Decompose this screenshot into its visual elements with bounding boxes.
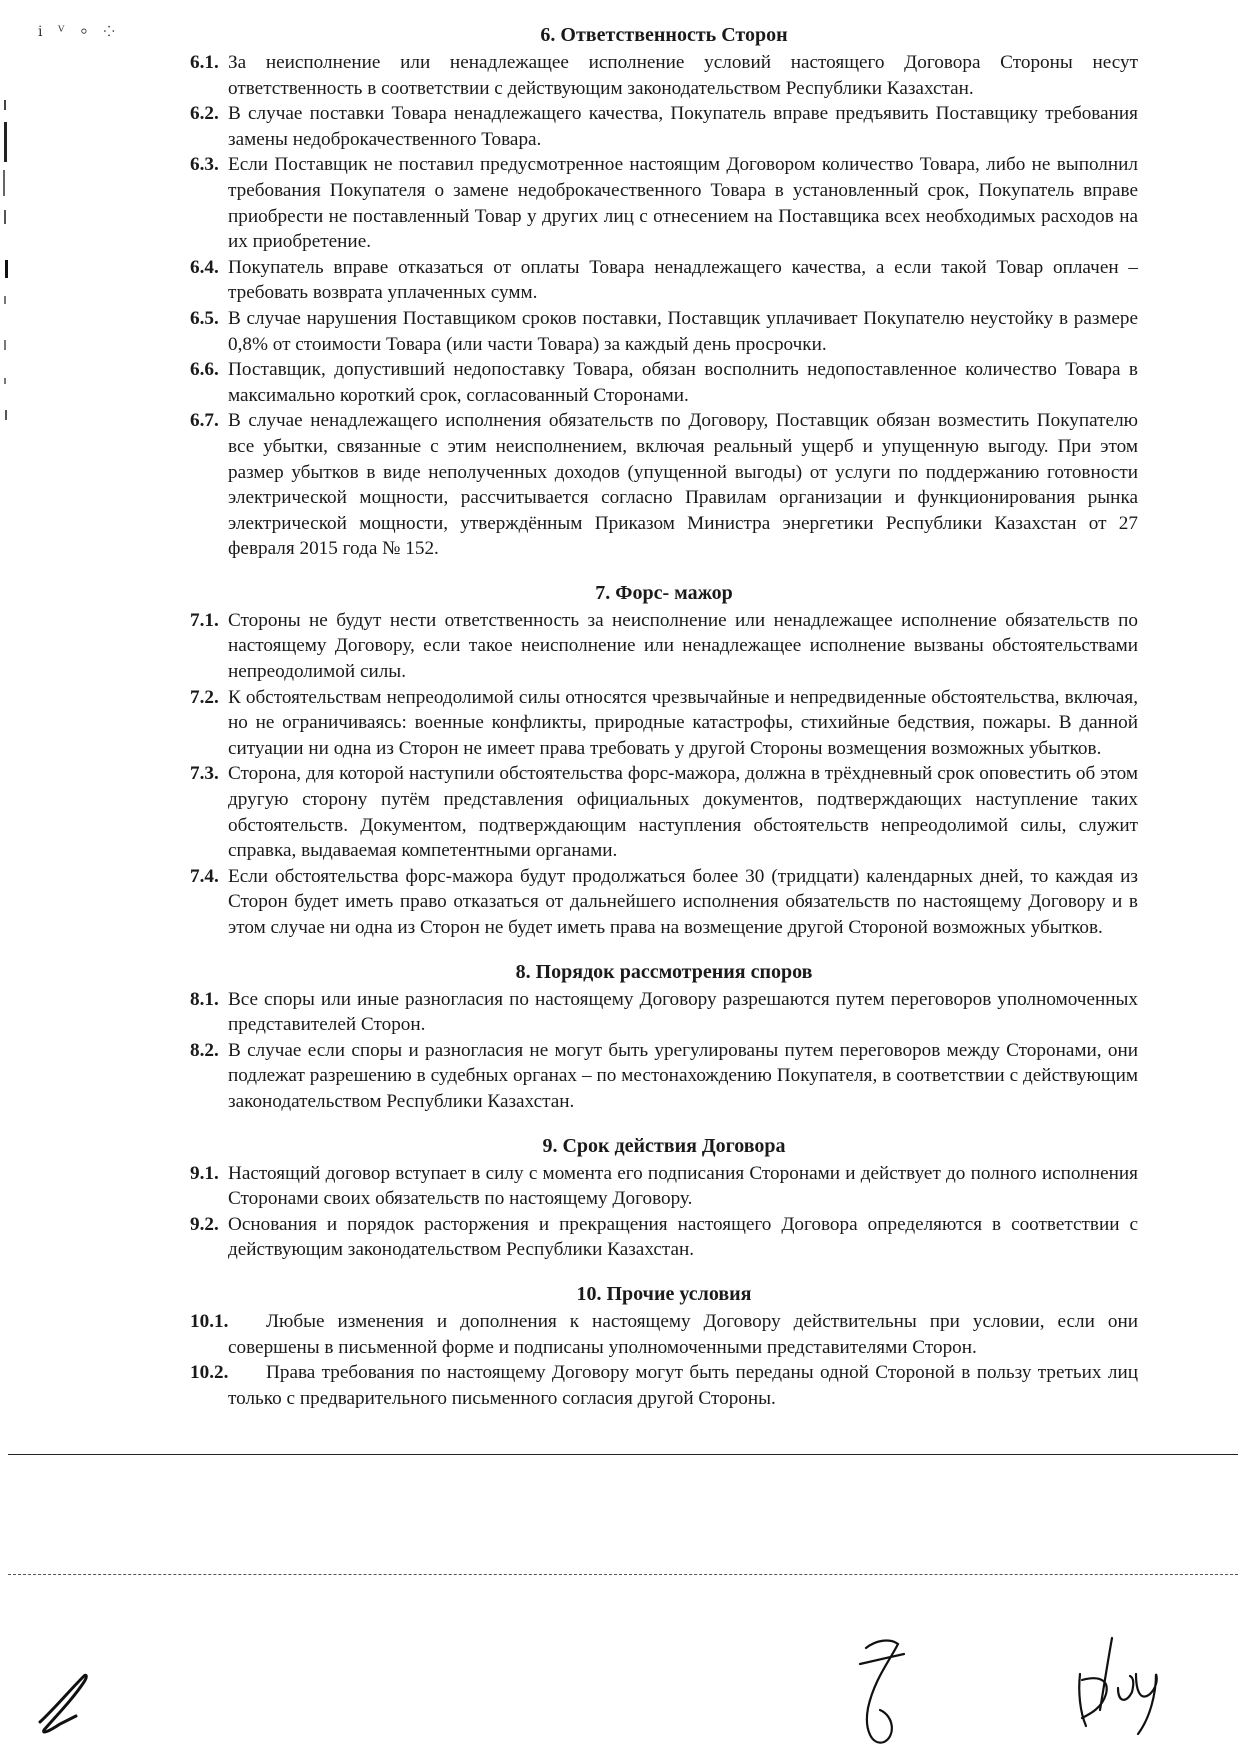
- clause-number: 6.5.: [190, 307, 219, 329]
- clause-8-1: [190, 987, 1138, 1038]
- clause-text: За неисполнение или ненадлежащее исполнение условий настоящего Договора Стороны несут ответственность в соответствии с действующим законодательством Республики Казахстан.: [228, 52, 1138, 99]
- clause-7-4: [190, 864, 1138, 941]
- clause-number: 10.1.: [190, 1310, 229, 1332]
- section-title: 6. Ответственность Сторон: [540, 24, 788, 46]
- clause-6-4: [190, 255, 1138, 306]
- clause-9-1: [190, 1161, 1138, 1212]
- clause-6-5: [190, 306, 1138, 357]
- clause-text: Если Поставщик не поставил предусмотренное настоящим Договором количество Товара, либо не выполнил требования Покупателя о замене недоброкачественного Товара в установленный срок, Покупатель вправе приобрести не поставленный Товар у других лиц с отнесением на Поставщика всех необходимых расходов на их приобретение.: [228, 154, 1138, 253]
- contract-body: [190, 22, 1138, 1411]
- clause-number: 7.1.: [190, 609, 219, 631]
- clause-6-3: [190, 152, 1138, 254]
- clause-number: 7.3.: [190, 763, 219, 785]
- signature-right: [1079, 1638, 1157, 1734]
- signature-middle: [860, 1641, 904, 1743]
- page-dotted-line: [8, 1574, 1238, 1575]
- clause-text: В случае нарушения Поставщиком сроков поставки, Поставщик уплачивает Покупателю неустойку в размере 0,8% от стоимости Товара (или части Товара) за каждый день просрочки.: [228, 307, 1138, 355]
- clause-text: К обстоятельствам непреодолимой силы относятся чрезвычайные и непредвиденные обстоятельства, включая, но не ограничиваясь: военные конфликты, природные катастрофы, стихийные бедствия, пожары. В данной ситуации ни одна из Сторон не имеет права требовать у другой Стороны возмещения возможных убытков.: [228, 686, 1138, 759]
- signatures-area: [0, 1630, 1240, 1754]
- clause-number: 8.1.: [190, 988, 219, 1010]
- clause-7-1: [190, 608, 1138, 685]
- clause-text: Покупатель вправе отказаться от оплаты Товара ненадлежащего качества, а если такой Товар оплачен – требовать возврата уплаченных сумм.: [228, 256, 1138, 304]
- clause-text: Сторона, для которой наступили обстоятельства форс-мажора, должна в трёхдневный срок оповестить об этом другую сторону путём представления официальных документов, подтверждающих наступление таких обстоятельств. Документом, подтверждающим наступления обстоятельств непреодолимой силы, служит справка, выдаваемая компетентными органами.: [228, 763, 1138, 862]
- clause-text: Любые изменения и дополнения к настоящему Договору действительны при условии, если они совершены в письменной форме и подписаны уполномоченными представителями Сторон.: [228, 1310, 1138, 1358]
- clause-number: 10.2.: [190, 1362, 229, 1384]
- clause-6-2: [190, 101, 1138, 152]
- page-fold-line: [8, 1454, 1238, 1455]
- clause-text: Поставщик, допустивший недопоставку Товара, обязан восполнить недопоставленное количество Товара в максимально короткий срок, согласованный Сторонами.: [228, 359, 1138, 406]
- clause-number: 6.1.: [190, 52, 219, 73]
- clause-text: Основания и порядок расторжения и прекращения настоящего Договора определяются в соответствии с действующим законодательством Республики Казахстан.: [228, 1213, 1138, 1261]
- clause-text: Стороны не будут нести ответственность за неисполнение или ненадлежащее исполнение обязательств по настоящему Договору, если такое неисполнение или ненадлежащее исполнение вызваны обстоятельствами непреодолимой силы.: [228, 609, 1138, 683]
- section-title: 8. Порядок рассмотрения споров: [515, 960, 813, 983]
- clause-text: В случае поставки Товара ненадлежащего качества, Покупатель вправе предъявить Поставщику требования замены недоброкачественного Товара.: [228, 103, 1138, 150]
- section-disputes: [190, 959, 1138, 1115]
- clause-6-6: [190, 357, 1138, 408]
- scan-corner-mark: ⅰ ⱽ ⸰ ⁘: [38, 25, 121, 40]
- clause-text: Все споры или иные разногласия по настоящему Договору разрешаются путем переговоров уполномоченных представителей Сторон.: [228, 988, 1138, 1036]
- clause-10-1: [190, 1309, 1138, 1360]
- clause-number: 6.6.: [190, 359, 219, 381]
- clause-10-2: [190, 1360, 1138, 1411]
- section-title: 7. Форс- мажор: [595, 581, 733, 604]
- clause-number: 6.3.: [190, 154, 219, 176]
- clause-text: В случае ненадлежащего исполнения обязательств по Договору, Поставщик обязан возместить Покупателю все убытки, связанные с этим неисполнением, включая реальный ущерб и упущенную выгоду. При этом размер убытков в виде неполученных доходов (упущенной выгоды) от услуги по поддержанию готовности электрической мощности, рассчитывается согласно Правилам организации и функционирования рынка электрической мощности, утверждённым Приказом Министра энергетики Республики Казахстан от 27 февраля 2015 года № 152.: [228, 410, 1138, 560]
- clause-number: 7.4.: [190, 865, 219, 887]
- clause-number: 6.2.: [190, 103, 219, 125]
- section-force-majeure: [190, 580, 1138, 941]
- clause-6-7: [190, 408, 1138, 562]
- clause-text: Настоящий договор вступает в силу с момента его подписания Сторонами и действует до полного исполнения Сторонами своих обязательств по настоящему Договору.: [228, 1162, 1138, 1210]
- clause-text: Если обстоятельства форс-мажора будут продолжаться более 30 (тридцати) календарных дней, то каждая из Сторон будет иметь право отказаться от дальнейшего исполнения обязательств по настоящему Договору и в этом случае ни одна из Сторон не будет иметь права на возмещение другой Стороной возможных убытков.: [228, 865, 1138, 938]
- clause-7-3: [190, 761, 1138, 863]
- clause-6-1: [190, 50, 1138, 101]
- initials-mark-left: [40, 1675, 86, 1732]
- clause-number: 9.1.: [190, 1162, 219, 1184]
- clause-9-2: [190, 1212, 1138, 1263]
- binding-margin-marks: [0, 100, 12, 480]
- section-term: [190, 1133, 1138, 1263]
- clause-number: 8.2.: [190, 1039, 219, 1061]
- clause-number: 9.2.: [190, 1213, 219, 1235]
- clause-text: В случае если споры и разногласия не могут быть урегулированы путем переговоров между Сторонами, они подлежат разрешению в судебных органах – по местонахождению Покупателя, в соответствии с действующим законодательством Республики Казахстан.: [228, 1039, 1138, 1112]
- clause-text: Права требования по настоящему Договору могут быть переданы одной Стороной в пользу третьих лиц только с предварительного письменного согласия другой Стороны.: [228, 1362, 1138, 1409]
- clause-8-2: [190, 1038, 1138, 1115]
- clause-number: 6.4.: [190, 256, 219, 278]
- section-other-terms: [190, 1281, 1138, 1411]
- clause-7-2: [190, 685, 1138, 762]
- clause-number: 6.7.: [190, 410, 219, 432]
- section-title: 10. Прочие условия: [576, 1282, 752, 1305]
- section-title: 9. Срок действия Договора: [542, 1134, 786, 1157]
- clause-number: 7.2.: [190, 686, 219, 708]
- section-liability: [190, 22, 1138, 562]
